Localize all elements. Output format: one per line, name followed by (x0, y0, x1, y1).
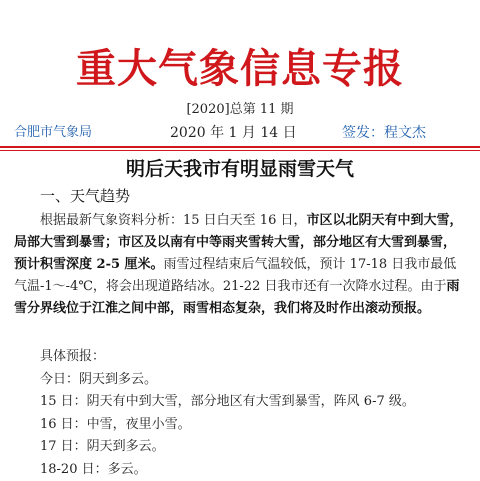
masthead-meta-row (0, 124, 480, 142)
paragraph-text-2: 雨雪过程结束后气温较低，预计 17-18 日我市最低气温-1～-4℃，将会出现道路结冰。21-22 日我市还有一次降水过程。由于 (14, 257, 456, 294)
article-body (14, 210, 466, 320)
forecast-line: 18-20 日：多云。 (14, 459, 466, 481)
issue-date: 2020 年 1 月 14 日 (170, 124, 297, 142)
forecast-line: 16 日：中雪，夜里小雪。 (14, 414, 466, 437)
forecast-line: 15 日：阴天有中到大雪，部分地区有大雪到暴雪，阵风 6-7 级。 (14, 391, 466, 414)
signer: 签发：程文杰 (342, 124, 426, 142)
paragraph-emphasis-2: 雨雪分界线位于江淮之间中部，雨雪相态复杂，我们将及时作出滚动预报。 (14, 279, 460, 316)
issue-number: [2020]总第 11 期 (0, 102, 480, 118)
section-heading: 一、天气趋势 (40, 186, 130, 206)
trend-paragraph (14, 210, 466, 320)
paragraph-emphasis-1: 市区以北阴天有中到大雪，局部大雪到暴雪；市区及以南有中等雨夹雪转大雪，部分地区有大雪到暴雪，预计积雪深度 2-5 厘米。 (14, 213, 463, 272)
issuer-name: 合肥市气象局 (14, 124, 92, 142)
forecast-line: 17 日：阴天到多云。 (14, 436, 466, 459)
paragraph-text-1: 根据最新气象资料分析：15 日白天至 16 日， (40, 213, 306, 228)
masthead-rule-thick (0, 146, 480, 148)
masthead-title: 重大气象信息专报 (0, 44, 480, 94)
masthead-rule-thin (0, 150, 480, 151)
forecast-intro: 具体预报： (14, 346, 466, 369)
article-headline: 明后天我市有明显雨雪天气 (0, 156, 480, 182)
forecast-list (14, 346, 466, 481)
forecast-line: 今日：阴天到多云。 (14, 369, 466, 392)
